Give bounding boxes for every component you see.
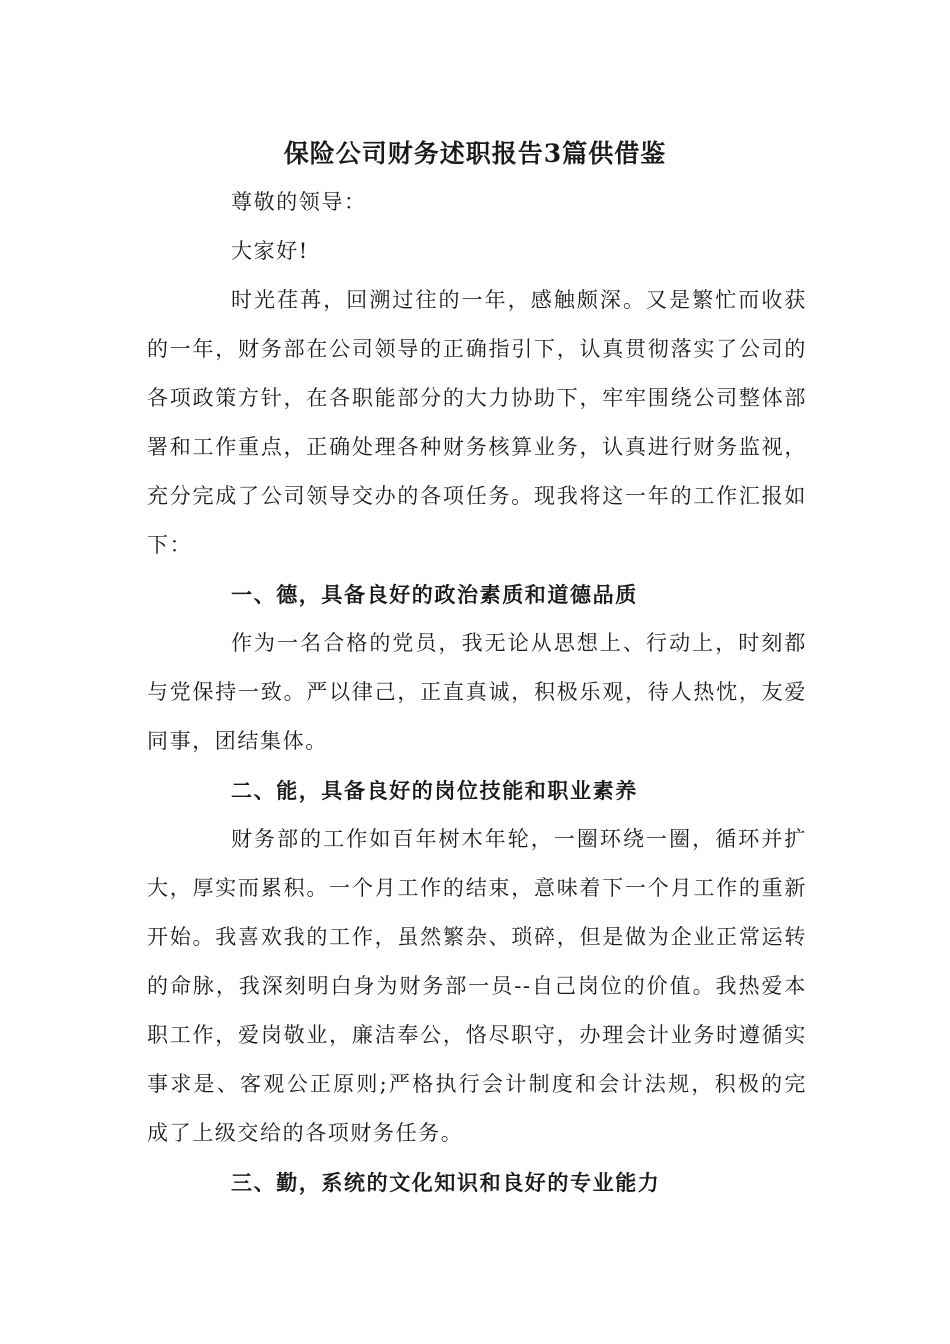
- section-heading-2: 二、能，具备良好的岗位技能和职业素养: [231, 778, 638, 803]
- salutation: 尊敬的领导：: [231, 190, 367, 214]
- intro-paragraph: 时光荏苒，回溯过往的一年，感触颇深。又是繁忙而收获的一年，财务部在公司领导的正确指引下，认真贯彻落实了公司的各项政策方针，在各职能部分的大力协助下，牢牢围绕公司整体部署和工作重点，正确处理各种财务核算业务，认真进行财务监视，充分完成了公司领导交办的各项任务。现我将这一年的工作汇报如下：: [147, 288, 807, 557]
- section-heading-1: 一、德，具备良好的政治素质和道德品质: [231, 582, 638, 607]
- greeting: 大家好!: [231, 239, 309, 263]
- section-heading-3: 三、勤，系统的文化知识和良好的专业能力: [231, 1170, 661, 1195]
- section-paragraph-1: 作为一名合格的党员，我无论从思想上、行动上，时刻都与党保持一致。严以律己，正直真诚，积极乐观，待人热忱，友爱同事，团结集体。: [147, 631, 807, 753]
- document-body: [147, 178, 807, 1207]
- document-title: 保险公司财务述职报告3篇供借鉴: [283, 139, 667, 168]
- section-paragraph-2: 财务部的工作如百年树木年轮，一圈环绕一圈，循环并扩大，厚实而累积。一个月工作的结束，意味着下一个月工作的重新开始。我喜欢我的工作，虽然繁杂、琐碎，但是做为企业正常运转的命脉，我深刻明白身为财务部一员--自己岗位的价值。我热爱本职工作，爱岗敬业，廉洁奉公，恪尽职守，办理会计业务时遵循实事求是、客观公正原则;严格执行会计制度和会计法规，积极的完成了上级交给的各项财务任务。: [147, 827, 807, 1145]
